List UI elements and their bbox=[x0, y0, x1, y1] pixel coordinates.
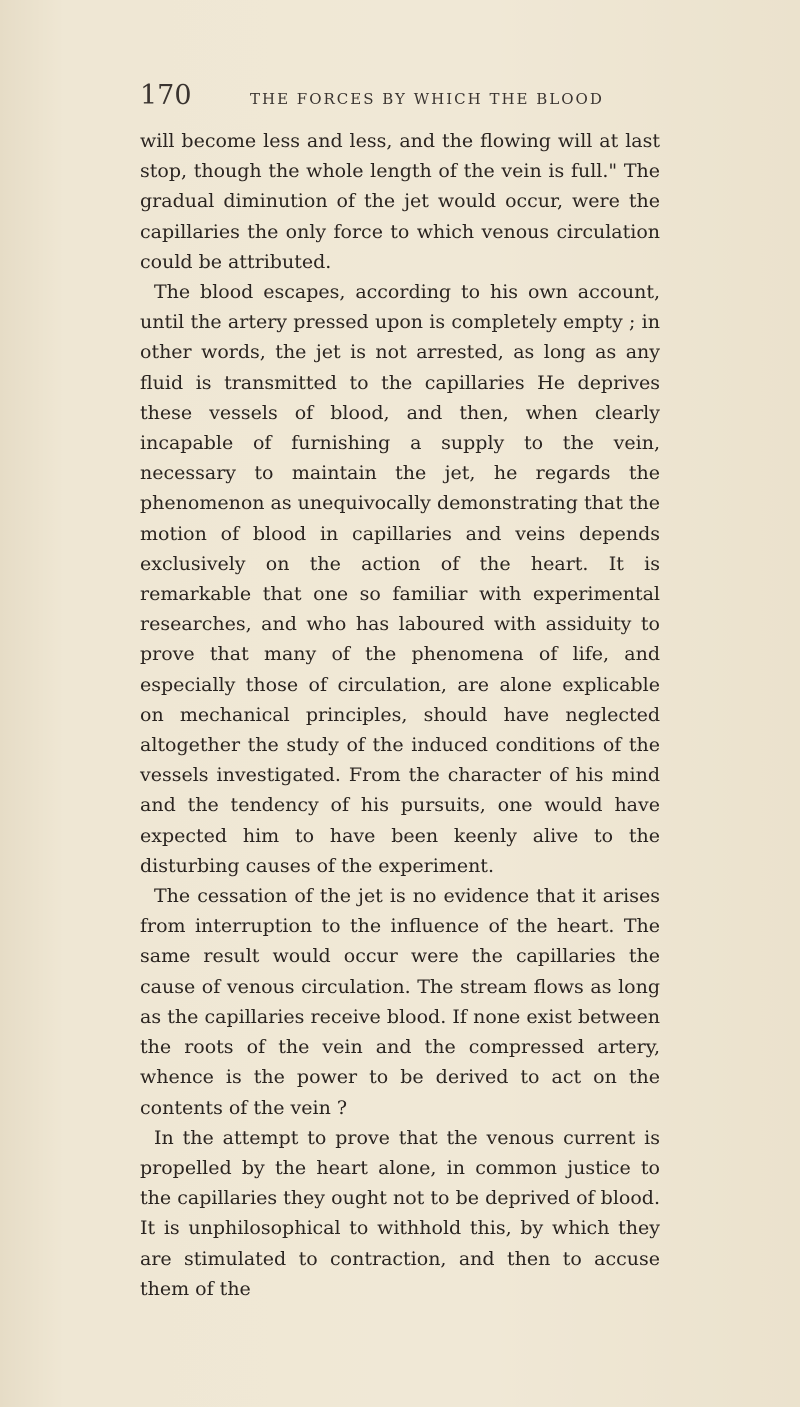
page-number: 170 bbox=[140, 80, 192, 111]
running-head: THE FORCES BY WHICH THE BLOOD bbox=[250, 90, 604, 108]
paragraph: will become less and less, and the flowing will at last stop, though the whole length of the vein is full." The gradual diminution of the jet would occur, were the capillaries the only force to which venous circulation could be attributed. bbox=[140, 130, 660, 273]
paragraph: In the attempt to prove that the venous current is propelled by the heart alone, in common justice to the capillaries they ought not to be deprived of blood. It is unphilosophical to withhold this, by which they are stimulated to contraction, and then to accuse them of the bbox=[140, 1126, 660, 1300]
body-text bbox=[140, 126, 660, 1304]
paragraph: The cessation of the jet is no evidence that it arises from interruption to the influence of the heart. The same result would occur were the capillaries the cause of venous circulation. The stream flows as long as the capillaries receive blood. If none exist between the roots of the vein and the compressed artery, whence is the power to be derived to act on the contents of the vein ? bbox=[140, 885, 660, 1119]
paragraph: The blood escapes, according to his own account, until the artery pressed upon is completely empty ; in other words, the jet is not arrested, as long as any fluid is transmitted to the capillaries He deprives these vessels of blood, and then, when clearly incapable of furnishing a supply to the vein, necessary to maintain the jet, he regards the phenomenon as unequivocally demonstrating that the motion of blood in capillaries and veins depends exclusively on the action of the heart. It is remarkable that one so familiar with experimental researches, and who has laboured with assiduity to prove that many of the phenomena of life, and especially those of circulation, are alone explicable on mechanical principles, should have neglected altogether the study of the induced conditions of the vessels investigated. From the character of his mind and the tendency of his pursuits, one would have expected him to have been keenly alive to the disturbing causes of the experiment. bbox=[140, 281, 660, 877]
page-header bbox=[140, 80, 660, 120]
